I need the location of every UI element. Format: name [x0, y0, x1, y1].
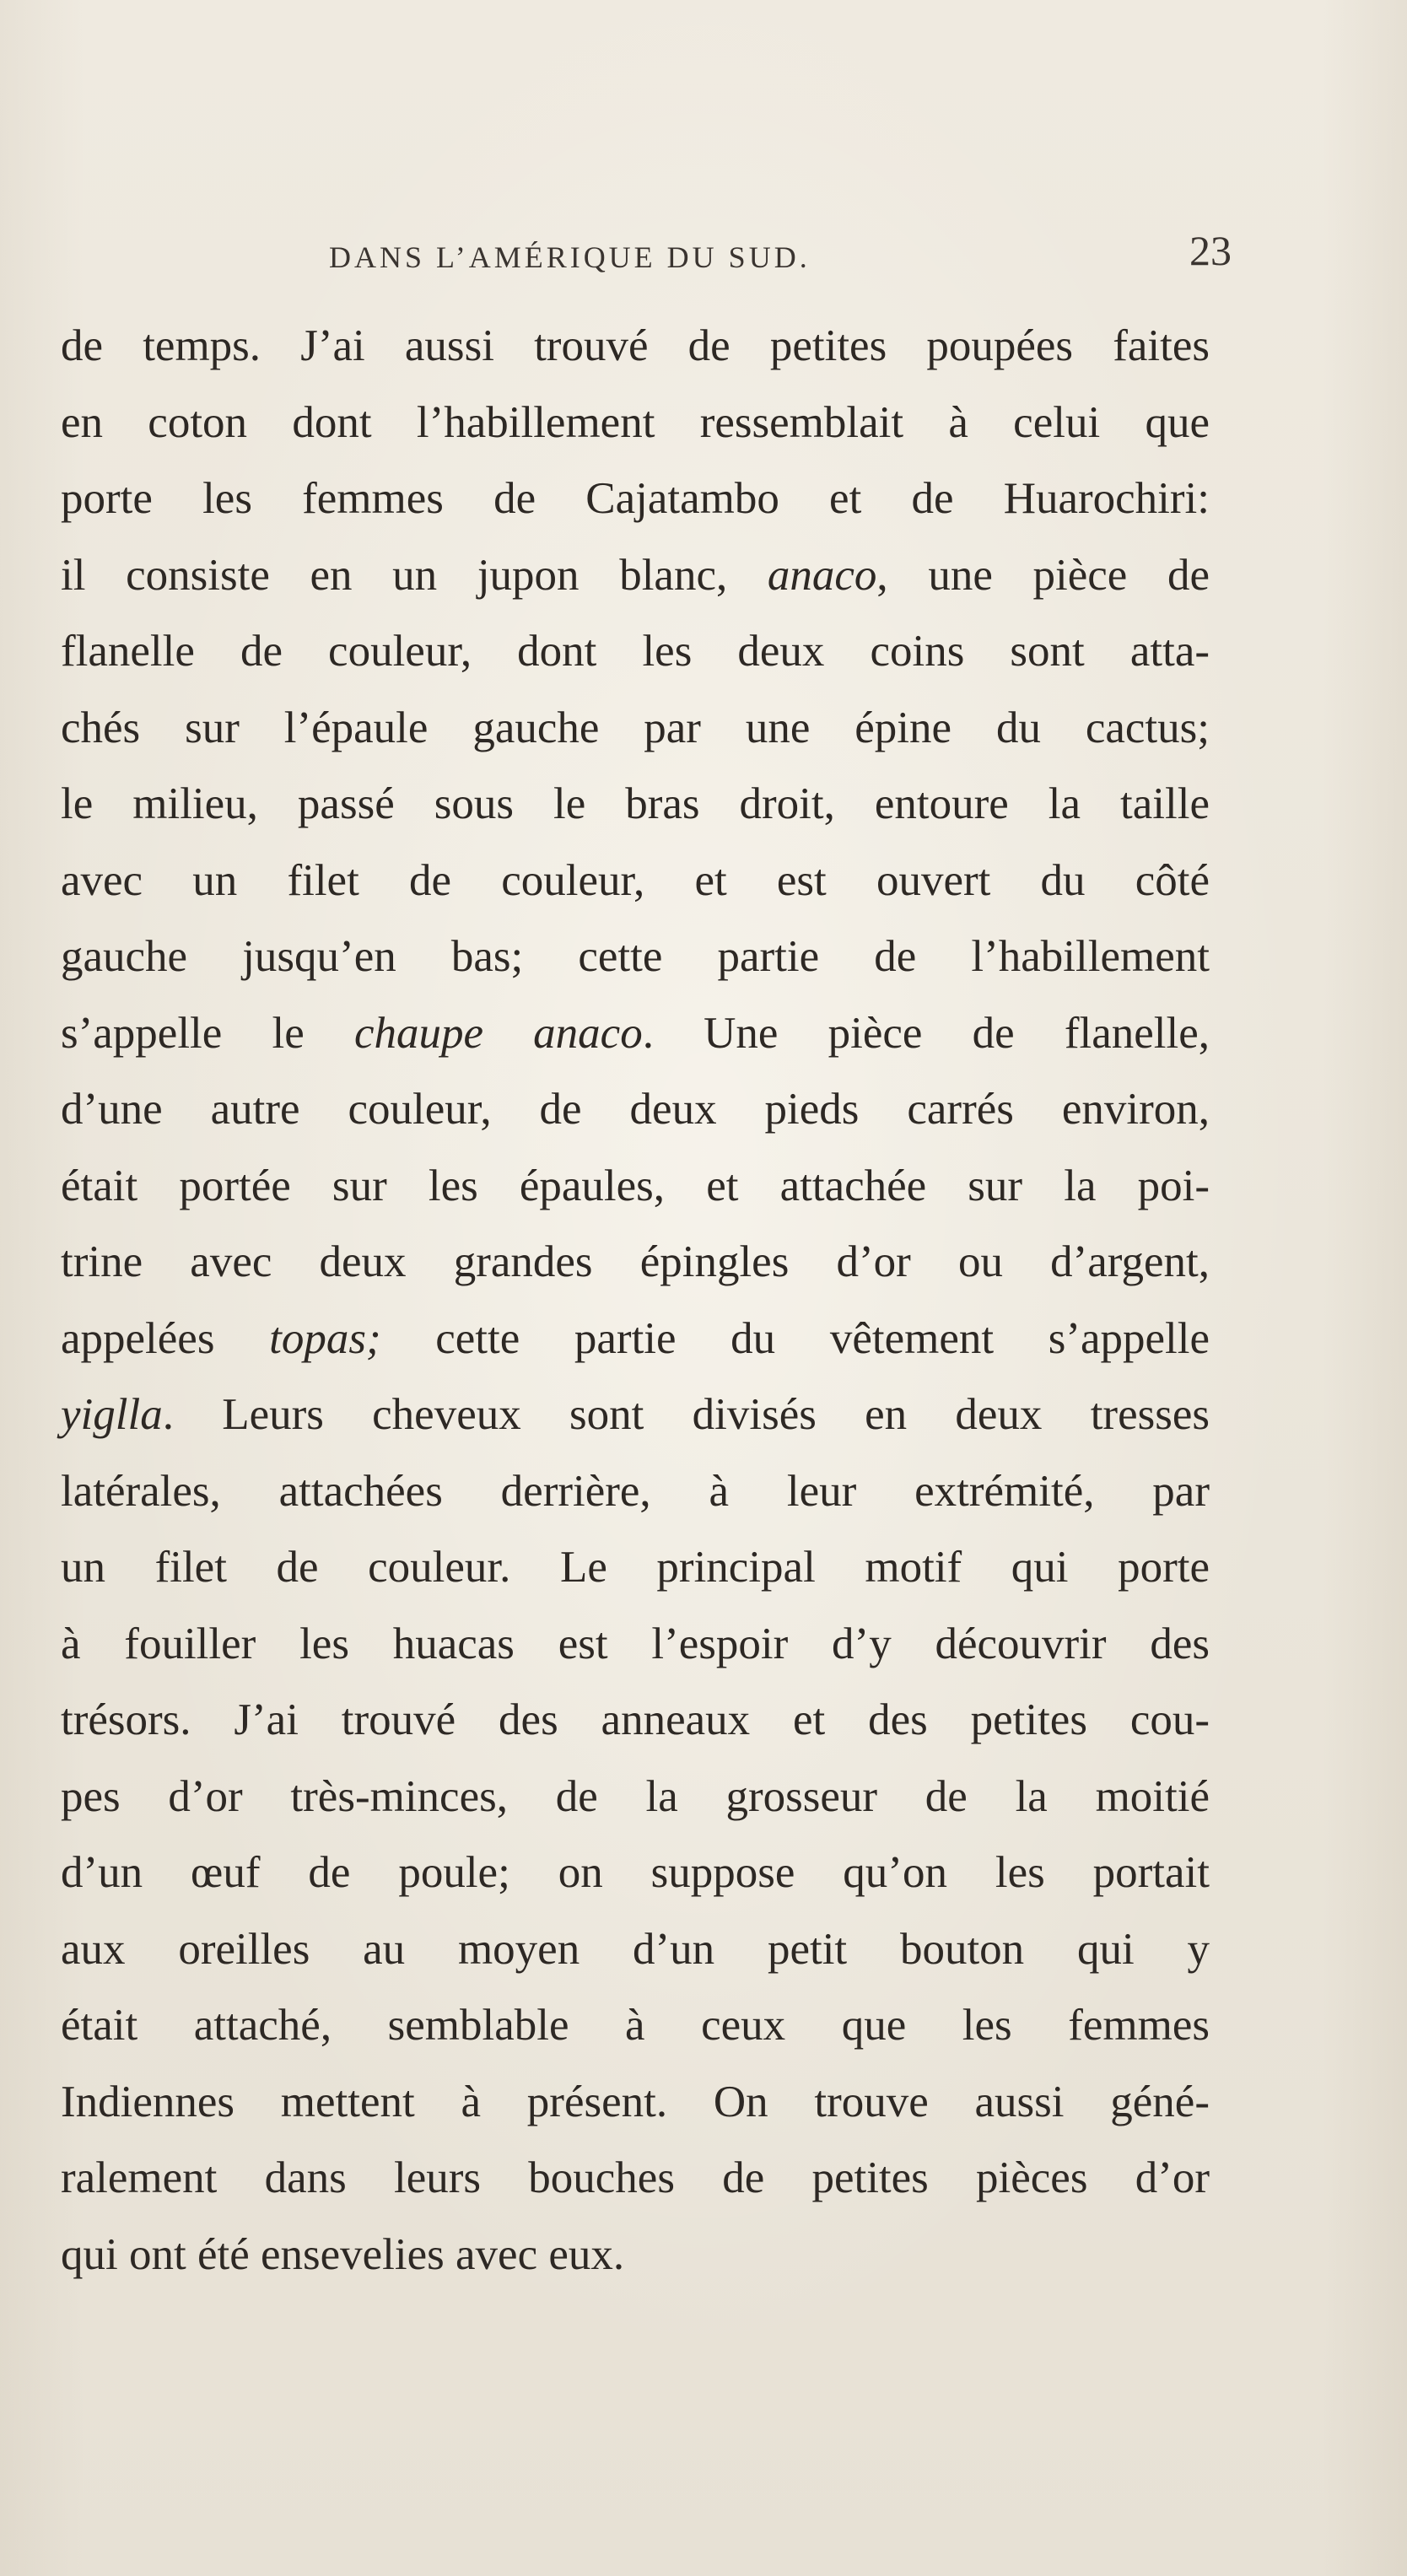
text-line: yiglla. Leurs cheveux sont divisés en deux tresses [61, 1390, 1210, 1439]
text-line: gauche jusqu’en bas; cette partie de l’habillement [61, 932, 1210, 981]
text-line: de temps. J’ai aussi trouvé de petites poupées faites [61, 321, 1210, 370]
text-line: d’une autre couleur, de deux pieds carrés environ, [61, 1085, 1210, 1134]
text-line: qui ont été ensevelies avec eux. [61, 2229, 625, 2279]
text-line: était portée sur les épaules, et attachée sur la poi- [61, 1161, 1210, 1210]
running-head [329, 221, 1232, 288]
text-line: trésors. J’ai trouvé des anneaux et des petites cou- [61, 1695, 1210, 1744]
text-line: en coton dont l’habillement ressemblait à celui que [61, 397, 1210, 447]
text-line: ralement dans leurs bouches de petites pièces d’or [61, 2153, 1210, 2202]
text-line: d’un œuf de poule; on suppose qu’on les portait [61, 1848, 1210, 1897]
running-title: DANS L’AMÉRIQUE DU SUD. [329, 240, 811, 274]
page-number: 23 [1189, 227, 1232, 274]
text-line: il consiste en un jupon blanc, anaco, une pièce de [61, 550, 1210, 600]
text-line: trine avec deux grandes épingles d’or ou d’argent, [61, 1237, 1210, 1286]
text-line: le milieu, passé sous le bras droit, entoure la taille [61, 779, 1210, 828]
text-line: porte les femmes de Cajatambo et de Huarochiri: [61, 474, 1210, 523]
text-line: pes d’or très-minces, de la grosseur de la moitié [61, 1771, 1210, 1821]
italic-term: yiglla [61, 1390, 163, 1439]
text-line: Indiennes mettent à présent. On trouve aussi géné- [61, 2077, 1210, 2126]
text-line: flanelle de couleur, dont les deux coins sont atta- [61, 627, 1210, 676]
body-text [61, 308, 1210, 2293]
italic-term: chaupe anaco [353, 1008, 643, 1058]
text-line: à fouiller les huacas est l’espoir d’y découvrir des [61, 1619, 1210, 1668]
text-line: aux oreilles au moyen d’un petit bouton qui y [61, 1924, 1210, 1974]
text-line: s’appelle le chaupe anaco. Une pièce de flanelle, [61, 1008, 1210, 1058]
italic-term: topas; [269, 1313, 381, 1363]
text-line: latérales, attachées derrière, à leur extrémité, par [61, 1466, 1210, 1516]
text-line: était attaché, semblable à ceux que les femmes [61, 2001, 1210, 2050]
text-line: appelées topas; cette partie du vêtement s’appelle [61, 1313, 1210, 1363]
text-line: avec un filet de couleur, et est ouvert du côté [61, 855, 1210, 905]
text-line: un filet de couleur. Le principal motif qui porte [61, 1543, 1210, 1592]
text-line: chés sur l’épaule gauche par une épine du cactus; [61, 703, 1210, 752]
italic-term: anaco [767, 550, 877, 600]
